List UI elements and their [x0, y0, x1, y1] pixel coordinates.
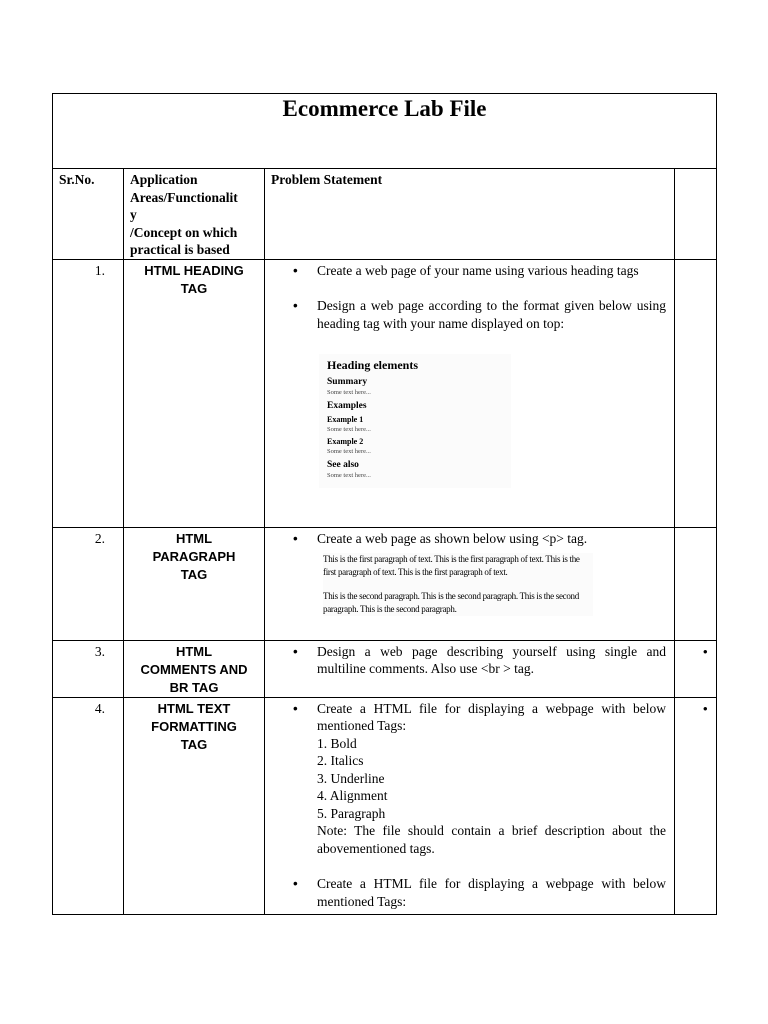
list-item: • Design a web page according to the format given below using heading tag with your name displayed on top: — [273, 297, 666, 332]
header-srno: Sr.No. — [53, 169, 124, 260]
table-row — [53, 697, 717, 914]
empty-cell — [675, 259, 717, 527]
row-number: 2. — [53, 527, 124, 640]
list-item: • Design a web page describing yourself using single and multiline comments. Also use <br > tag. — [273, 643, 666, 678]
area-line: HTML HEADING — [144, 262, 244, 278]
image-heading: Heading elements — [327, 358, 418, 372]
tag-list-item: 4. Alignment — [317, 788, 388, 803]
extra-cell — [675, 640, 717, 697]
heading-example-image — [319, 354, 511, 488]
bullet-list — [273, 262, 666, 333]
problem-statement — [265, 697, 675, 914]
bullet-list — [273, 700, 666, 911]
stray-bullet: • — [703, 643, 708, 659]
area-line: TAG — [180, 736, 208, 752]
empty-cell — [675, 527, 717, 640]
application-area — [124, 259, 265, 527]
area-line: HTML — [175, 643, 213, 659]
image-minor-heading: Example 2 — [327, 437, 364, 446]
header-area-line: /Concept on which — [130, 224, 238, 240]
area-line: HTML TEXT — [157, 700, 231, 716]
item-text: • Create a HTML file for displaying a webpage with below mentioned Tags: — [317, 700, 666, 733]
stray-bullet: • — [703, 700, 708, 716]
list-item: • Create a web page of your name using various heading tags — [273, 262, 666, 280]
area-line: TAG — [180, 566, 208, 582]
row-number: 4. — [53, 697, 124, 914]
header-area-line: practical is based — [130, 242, 230, 257]
tag-list-item: 5. Paragraph — [317, 805, 386, 821]
area-line: COMMENTS AND — [140, 661, 248, 677]
tag-list-item: 3. Underline — [317, 770, 385, 786]
area-line: BR TAG — [169, 679, 219, 695]
header-row — [53, 169, 717, 260]
table-row — [53, 527, 717, 640]
lab-file-page — [52, 93, 716, 915]
header-area-line: y — [130, 207, 137, 222]
image-text: Some text here... — [327, 426, 371, 433]
tag-list-item: 2. Italics — [317, 753, 364, 768]
image-subheading: Summary — [327, 377, 368, 387]
application-area — [124, 527, 265, 640]
problem-statement — [265, 527, 675, 640]
title-cell — [53, 94, 717, 169]
area-line: PARAGRAPH — [152, 548, 236, 564]
area-line: TAG — [180, 280, 208, 296]
title-row — [53, 94, 717, 169]
header-problem-statement: Problem Statement — [265, 169, 675, 260]
lab-file-table — [52, 93, 717, 915]
paragraph-example-image — [323, 553, 593, 616]
problem-statement — [265, 640, 675, 697]
application-area — [124, 640, 265, 697]
header-application-area — [124, 169, 265, 260]
list-item: • Create a HTML file for displaying a webpage with below mentioned Tags: — [273, 875, 666, 910]
table-row — [53, 259, 717, 527]
area-line: FORMATTING — [151, 718, 237, 734]
image-text: Some text here... — [327, 472, 371, 479]
header-area-line: Areas/Functionalit — [130, 189, 238, 205]
table-row — [53, 640, 717, 697]
image-text: Some text here... — [327, 389, 371, 396]
header-area-line: Application — [130, 172, 198, 187]
bullet-list — [273, 530, 666, 548]
image-subheading: Examples — [327, 401, 367, 411]
list-item: • Create a web page as shown below using <p> tag. — [273, 530, 666, 548]
image-subheading: See also — [327, 460, 359, 470]
problem-statement — [265, 259, 675, 527]
image-text: Some text here... — [327, 448, 371, 455]
header-empty-cell — [675, 169, 717, 260]
row-number: 1. — [53, 259, 124, 527]
image-paragraph-2: This is the second paragraph. This is the second paragraph. This is the second paragraph. This is the second paragraph. — [323, 591, 579, 614]
row-number: 3. — [53, 640, 124, 697]
application-area — [124, 697, 265, 914]
tag-list-item: 1. Bold — [317, 735, 357, 751]
image-paragraph-1: This is the first paragraph of text. This is the first paragraph of text. This is the first paragraph of text. This is the first paragraph of text. — [323, 554, 580, 577]
document-title: Ecommerce Lab File — [282, 96, 487, 121]
area-line: HTML — [175, 530, 213, 546]
extra-cell — [675, 697, 717, 914]
list-item — [273, 700, 666, 858]
image-minor-heading: Example 1 — [327, 415, 364, 424]
bullet-list — [273, 643, 666, 678]
note-text: Note: The file should contain a brief description about the abovementioned tags. — [317, 823, 666, 856]
